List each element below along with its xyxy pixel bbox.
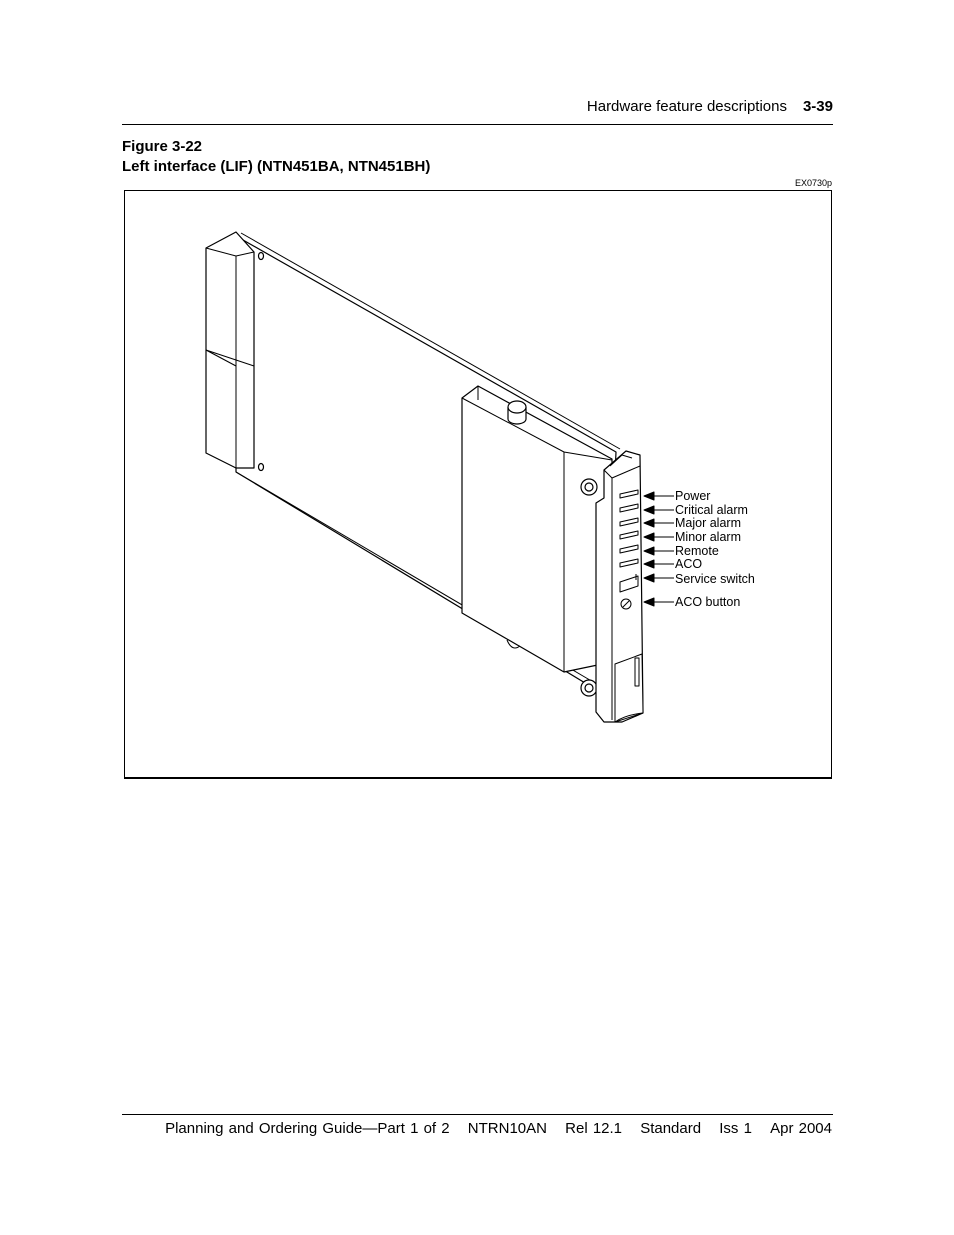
backplane-connector xyxy=(206,232,254,468)
footer-date: Apr 2004 xyxy=(770,1120,832,1137)
footer-rule xyxy=(122,1114,833,1115)
footer-guide-title: Planning and Ordering Guide—Part 1 of 2 xyxy=(165,1120,450,1137)
callout-aco: ACO xyxy=(675,557,703,571)
callout-power: Power xyxy=(675,489,711,503)
figure-number: Figure 3-22 xyxy=(122,138,203,155)
callout-pointers xyxy=(644,492,674,606)
callout-aco-button: ACO button xyxy=(675,595,741,609)
mounting-hole xyxy=(259,464,264,471)
callout-minor-alarm: Minor alarm xyxy=(675,530,741,544)
mounting-hole xyxy=(259,253,264,260)
section-title: Hardware feature descriptions xyxy=(586,98,787,115)
card-cover xyxy=(462,386,612,672)
figure-caption: Left interface (LIF) (NTN451BA, NTN451BH) xyxy=(122,158,431,175)
callout-major-alarm: Major alarm xyxy=(675,516,741,530)
page-footer xyxy=(165,1120,832,1137)
figure-code: EX0730p xyxy=(794,178,832,188)
footer-status: Standard xyxy=(640,1120,702,1137)
callout-service-switch: Service switch xyxy=(675,572,755,586)
footer-issue: Iss 1 xyxy=(719,1120,752,1137)
callout-remote: Remote xyxy=(675,544,719,558)
callout-critical-alarm: Critical alarm xyxy=(675,503,748,517)
footer-doc-number: NTRN10AN xyxy=(467,1120,547,1137)
footer-release: Rel 12.1 xyxy=(565,1120,623,1137)
page-number: 3-39 xyxy=(802,98,833,115)
